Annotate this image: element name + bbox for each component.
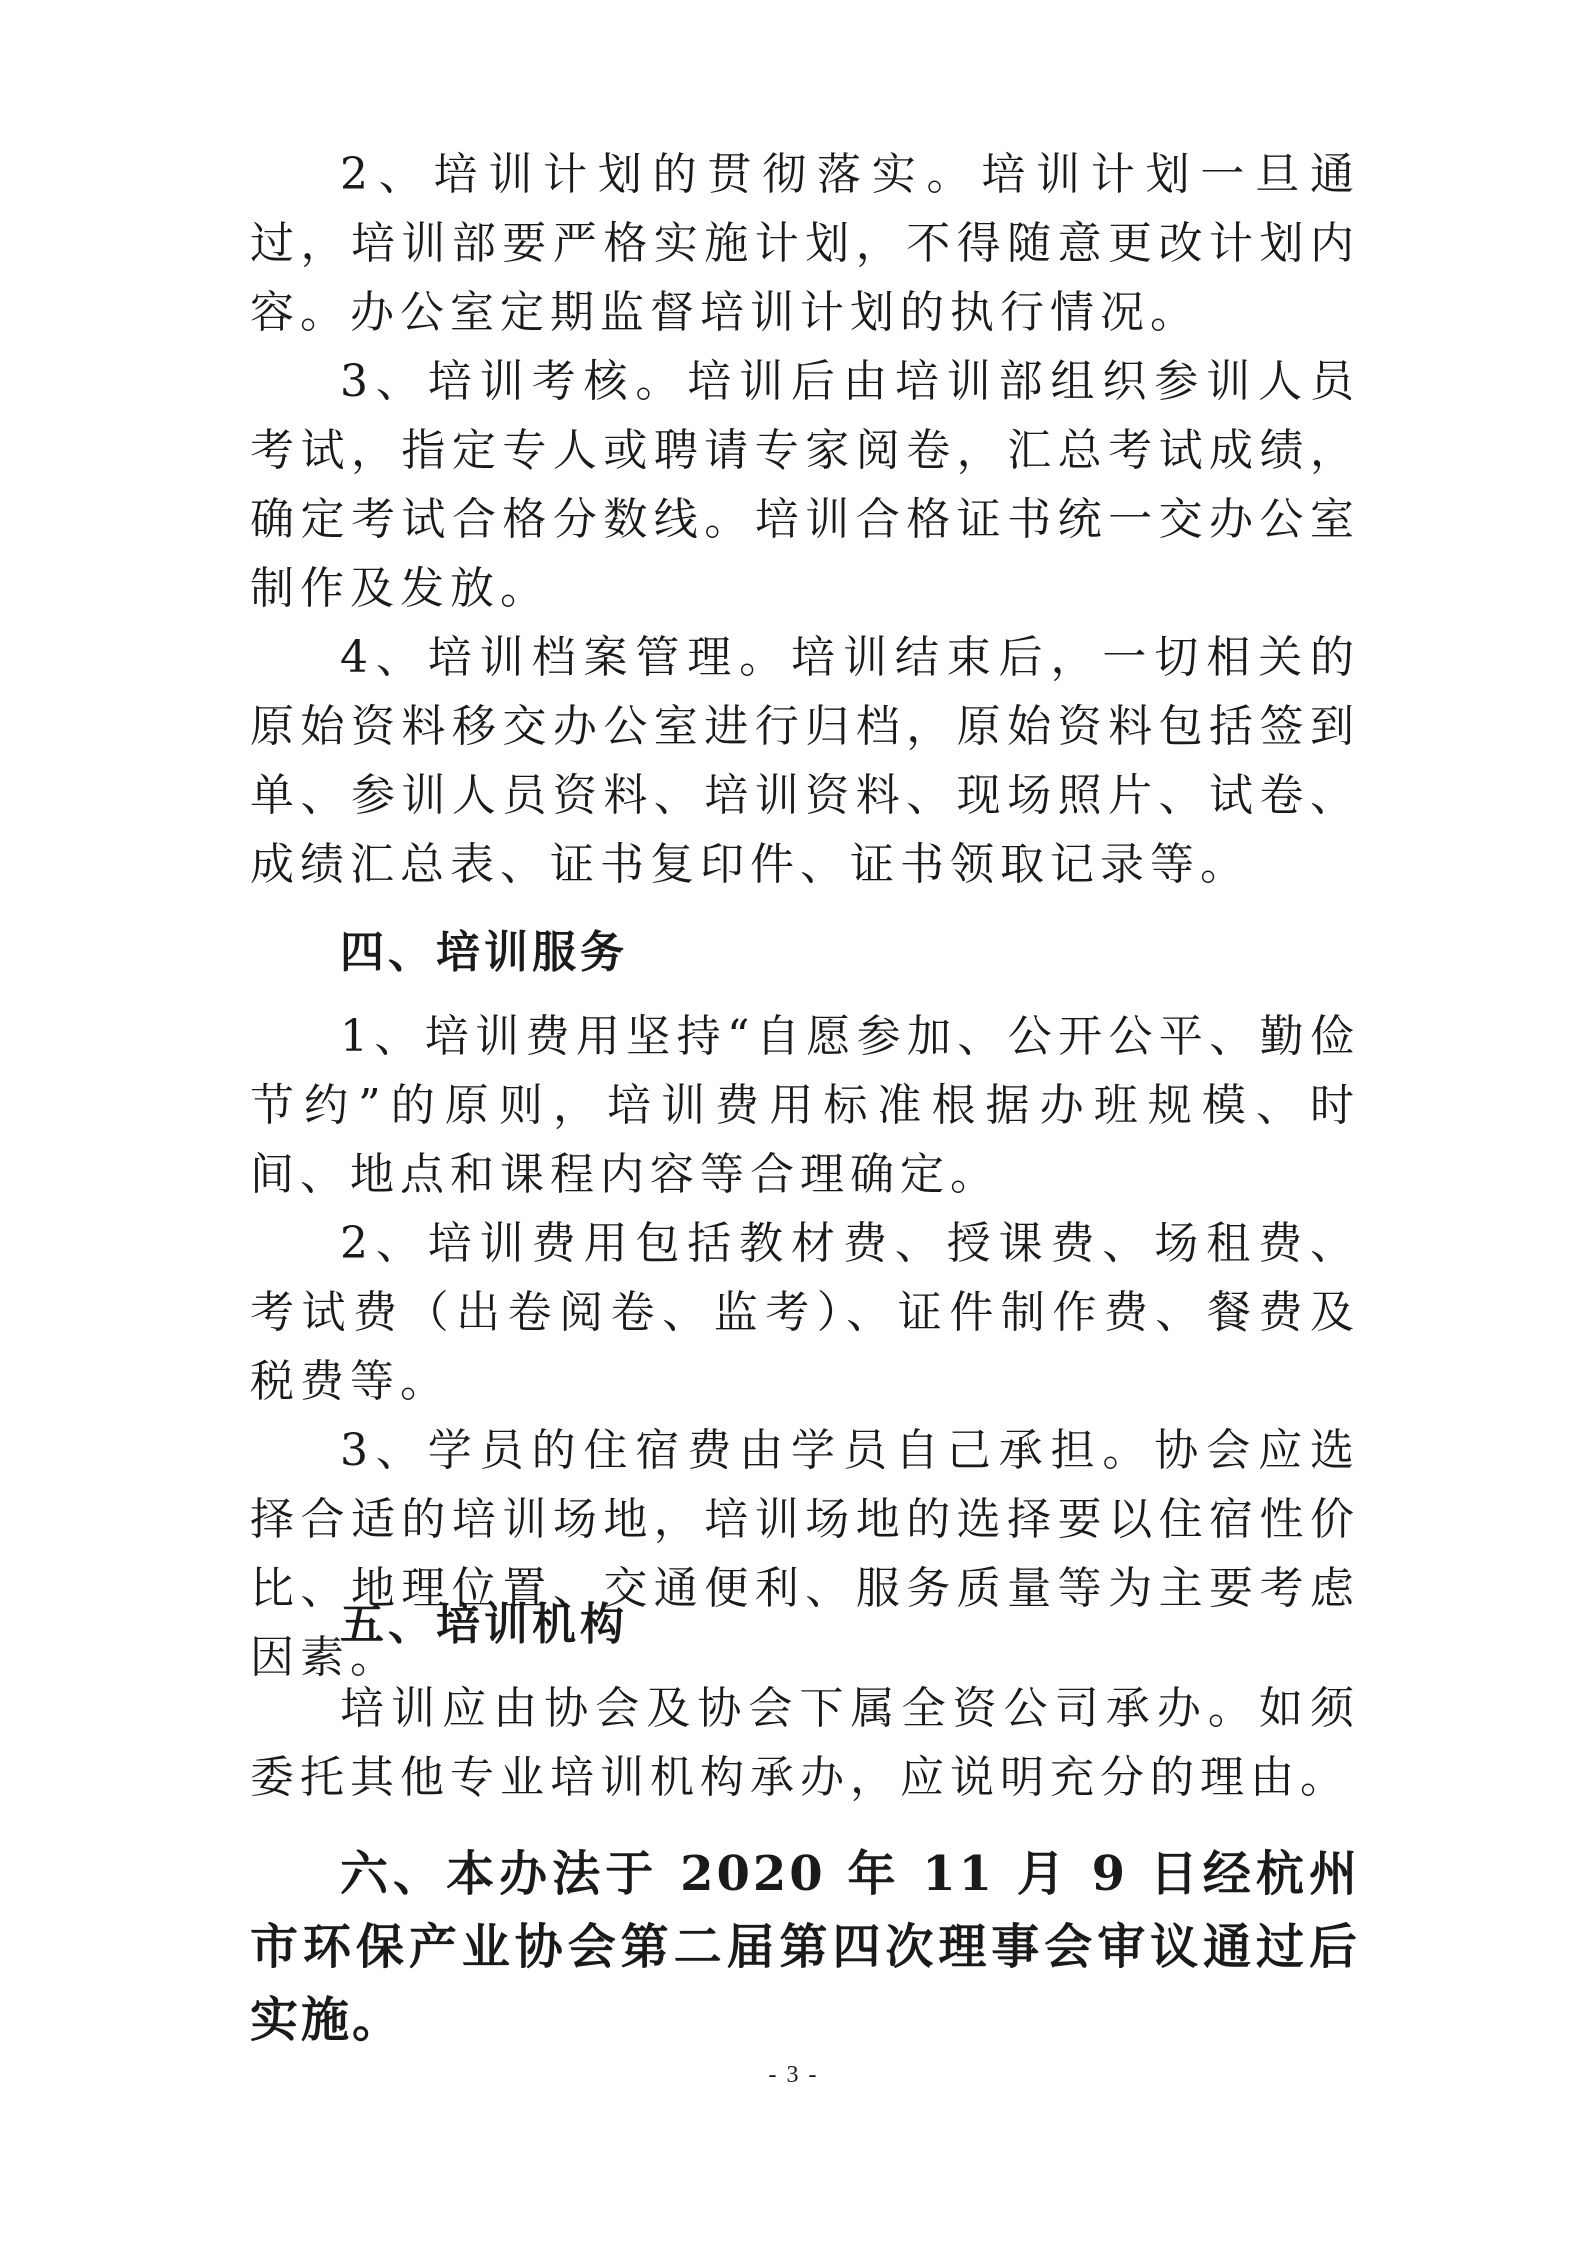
list-item-fee-principle: 1、培训费用坚持“自愿参加、公开公平、勤俭节约”的原则，培训费用标准根据办班规模、时间、地点和课程内容等合理确定。	[250, 1011, 1360, 1200]
section-training-institution	[250, 1590, 1360, 1659]
section-heading-training-institution: 五、培训机构	[340, 1599, 628, 1650]
body-text-top	[250, 140, 1360, 899]
paragraph-effective-date: 六、本办法于 2020 年 11 月 9 日经杭州市环保产业协会第二届第四次理事会审议通过后实施。	[250, 1846, 1360, 2048]
section-training-service-items	[250, 1002, 1360, 1692]
list-item-fee-components: 2、培训费用包括教材费、授课费、场租费、考试费（出卷阅卷、监考）、证件制作费、餐费及税费等。	[250, 1218, 1360, 1407]
list-item-accommodation: 3、学员的住宿费由学员自己承担。协会应选择合适的培训场地，培训场地的选择要以住宿性价比、地理位置、交通便利、服务质量等为主要考虑因素。	[250, 1425, 1360, 1683]
section-effective-date	[250, 1838, 1360, 2057]
paragraph-training-institution: 培训应由协会及协会下属全资公司承办。如须委托其他专业培训机构承办，应说明充分的理由。	[250, 1683, 1360, 1803]
paragraph-training-archive: 4、培训档案管理。培训结束后，一切相关的原始资料移交办公室进行归档，原始资料包括签到单、参训人员资料、培训资料、现场照片、试卷、成绩汇总表、证书复印件、证书领取记录等。	[250, 632, 1360, 890]
section-training-service	[250, 918, 1360, 987]
section-training-institution-body	[250, 1674, 1360, 1812]
page-number: - 3 -	[768, 2062, 819, 2088]
paragraph-training-assessment: 3、培训考核。培训后由培训部组织参训人员考试，指定专人或聘请专家阅卷，汇总考试成绩，确定考试合格分数线。培训合格证书统一交办公室制作及发放。	[250, 356, 1360, 614]
section-heading-training-service: 四、培训服务	[340, 927, 628, 978]
paragraph-plan-implementation: 2、培训计划的贯彻落实。培训计划一旦通过，培训部要严格实施计划，不得随意更改计划内容。办公室定期监督培训计划的执行情况。	[250, 149, 1360, 338]
